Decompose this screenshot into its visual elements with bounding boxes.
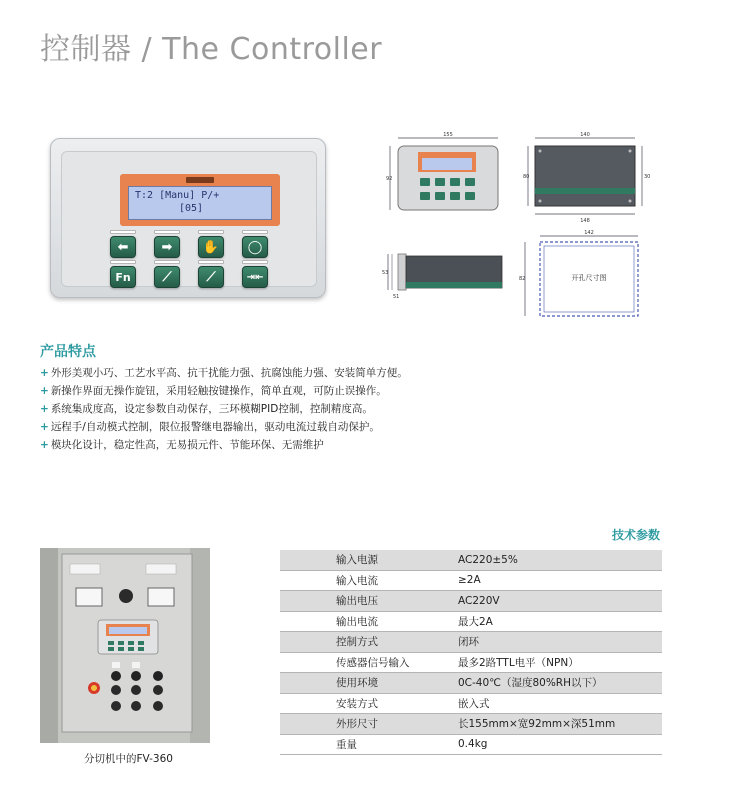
installation-photo — [40, 548, 210, 743]
spec-row — [280, 653, 662, 674]
slash-key: ⟋ — [154, 266, 180, 288]
dim-cutout-height: 82 — [519, 276, 526, 282]
lcd-line-1: T:2 [Manu] P/+ — [135, 190, 220, 201]
lcd-frame — [120, 174, 280, 226]
key-label — [154, 230, 180, 234]
spec-key: 输入电源 — [336, 554, 378, 567]
dim-side-depth: 51 — [393, 294, 400, 300]
plus-icon: + — [40, 367, 49, 379]
dim-side-height: 53 — [382, 270, 389, 276]
spec-value: 闭环 — [458, 636, 479, 649]
spec-row — [280, 612, 662, 633]
controller-photo — [50, 138, 326, 298]
lcd-line-2: [05] — [179, 203, 204, 214]
controller-faceplate — [61, 151, 317, 287]
spec-table — [280, 550, 662, 755]
key-label — [198, 260, 224, 264]
dim-back-bottom: 148 — [580, 218, 590, 224]
spec-value: 嵌入式 — [458, 697, 490, 710]
spec-row — [280, 714, 662, 735]
fn-key: Fn — [110, 266, 136, 288]
center-key: ⇥⇤ — [242, 266, 268, 288]
plus-icon: + — [40, 421, 49, 433]
spec-value: 最大2A — [458, 615, 493, 628]
spec-key: 重量 — [336, 738, 357, 751]
spec-row — [280, 550, 662, 571]
spec-row — [280, 735, 662, 756]
dim-front-height: 92 — [386, 176, 393, 182]
spec-value: ≥2A — [458, 574, 481, 587]
dim-back-width: 140 — [580, 132, 590, 138]
feature-item: + 模块化设计，稳定性高，无易损元件、节能环保、无需维护 — [40, 439, 324, 451]
spec-key: 控制方式 — [336, 636, 378, 649]
manual-key: ✋ — [198, 236, 224, 258]
cutout-label: 开孔尺寸图 — [571, 274, 607, 282]
left-arrow-key: ⬅ — [110, 236, 136, 258]
back-view-drawing — [523, 132, 650, 224]
dim-cutout-width: 142 — [584, 230, 594, 236]
plus-icon: + — [40, 385, 49, 397]
auto-key: ◯ — [242, 236, 268, 258]
side-view-drawing — [382, 254, 502, 300]
spec-value: 0.4kg — [458, 738, 488, 751]
photo-caption: 分切机中的FV-360 — [84, 753, 173, 765]
spec-value: 0C-40℃（湿度80%RH以下） — [458, 677, 603, 690]
key-label — [242, 230, 268, 234]
dim-front-width: 155 — [443, 132, 453, 138]
right-arrow-key: ➡ — [154, 236, 180, 258]
spec-row — [280, 632, 662, 653]
feature-item: + 新操作界面无操作旋钮，采用轻触按键操作，简单直观，可防止误操作。 — [40, 385, 387, 397]
cutout-drawing — [519, 230, 638, 316]
spec-key: 使用环境 — [336, 677, 378, 690]
key-label — [154, 260, 180, 264]
plus-minus-key: ⟋ — [198, 266, 224, 288]
spec-row — [280, 591, 662, 612]
spec-value: AC220±5% — [458, 553, 518, 566]
plus-icon: + — [40, 439, 49, 451]
dim-back-height: 80 — [523, 174, 530, 180]
lcd-display — [128, 186, 272, 220]
spec-key: 输出电流 — [336, 615, 378, 628]
spec-value: AC220V — [458, 594, 500, 607]
key-label — [198, 230, 224, 234]
spec-key: 输出电压 — [336, 595, 378, 608]
spec-key: 传感器信号输入 — [336, 656, 410, 669]
front-view-drawing — [386, 132, 498, 210]
page-title: 控制器 / The Controller — [40, 32, 383, 67]
feature-item: + 远程手/自动模式控制，限位报警继电器输出，驱动电流过载自动保护。 — [40, 421, 380, 433]
spec-row — [280, 694, 662, 715]
technical-drawings — [380, 128, 670, 324]
spec-key: 外形尺寸 — [336, 718, 378, 731]
key-label — [110, 260, 136, 264]
features-list — [40, 364, 408, 454]
dim-side-right: 30 — [644, 174, 651, 180]
spec-row — [280, 673, 662, 694]
spec-value: 最多2路TTL电平（NPN） — [458, 656, 579, 669]
spec-key: 安装方式 — [336, 697, 378, 710]
feature-item: + 外形美观小巧、工艺水平高、抗干扰能力强、抗腐蚀能力强、安装简单方便。 — [40, 367, 408, 379]
features-title: 产品特点 — [40, 344, 96, 360]
spec-key: 输入电流 — [336, 574, 378, 587]
key-label — [110, 230, 136, 234]
spec-row — [280, 571, 662, 592]
feature-item: + 系统集成度高，设定参数自动保存，三环模糊PID控制，控制精度高。 — [40, 403, 373, 415]
spec-title: 技术参数 — [612, 528, 661, 542]
spec-value: 长155mm×宽92mm×深51mm — [458, 718, 616, 731]
brand-logo — [186, 177, 214, 183]
plus-icon: + — [40, 403, 49, 415]
key-label — [242, 260, 268, 264]
